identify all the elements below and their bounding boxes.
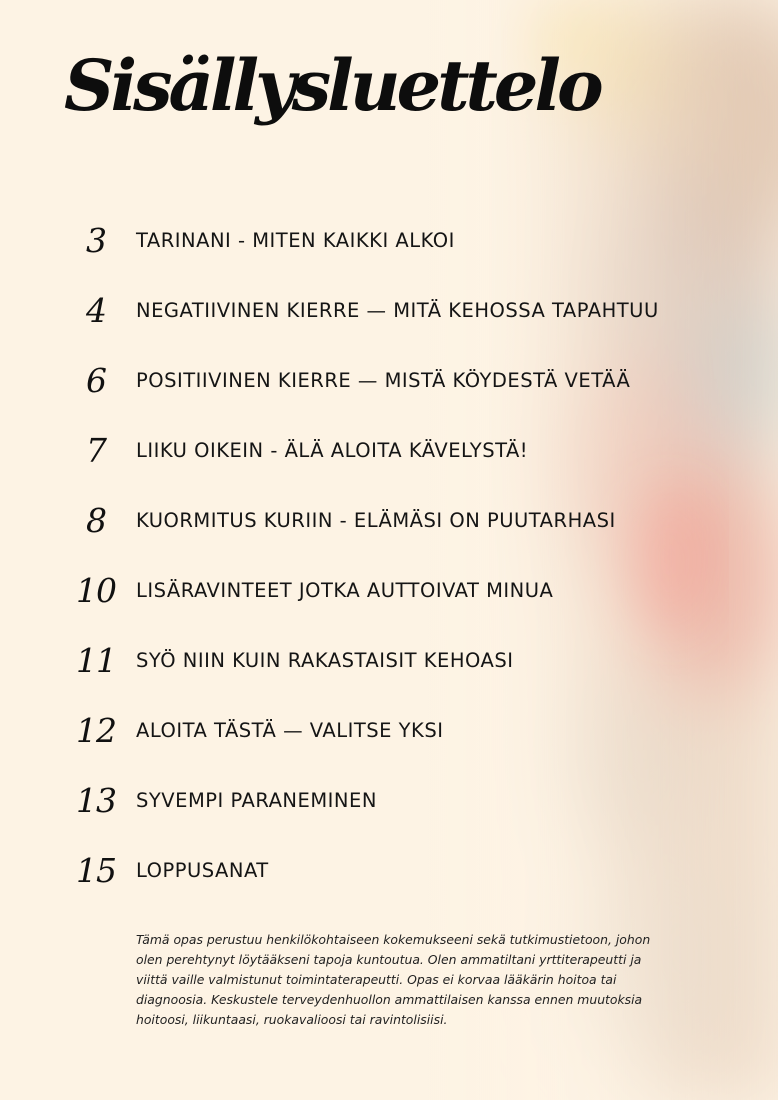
toc-entry[interactable] xyxy=(60,625,760,695)
toc-page-number: 12 xyxy=(76,710,116,750)
toc-entry-title: POSITIIVINEN KIERRE — MISTÄ KÖYDESTÄ VETÄÄ xyxy=(136,368,631,392)
toc-page-number: 10 xyxy=(76,570,116,610)
toc-page-number: 11 xyxy=(76,640,116,680)
toc-entry-title: SYÖ NIIN KUIN RAKASTAISIT KEHOASI xyxy=(136,648,514,672)
toc-entry[interactable] xyxy=(60,275,760,345)
toc-entry[interactable] xyxy=(60,695,760,765)
toc-page-number: 13 xyxy=(76,780,116,820)
toc-entry-title: KUORMITUS KURIIN - ELÄMÄSI ON PUUTARHASI xyxy=(136,508,616,532)
page-title: Sisällysluettelo xyxy=(64,44,600,127)
toc-entry-title: SYVEMPI PARANEMINEN xyxy=(136,788,377,812)
toc-entry[interactable] xyxy=(60,205,760,275)
toc-page-number: 7 xyxy=(86,430,106,470)
toc-entry[interactable] xyxy=(60,345,760,415)
toc-entry-title: LISÄRAVINTEET JOTKA AUTTOIVAT MINUA xyxy=(136,578,554,602)
toc-page-number: 3 xyxy=(86,220,106,260)
toc-page-number: 15 xyxy=(76,850,116,890)
toc-page-number: 6 xyxy=(86,360,106,400)
toc-page-number: 4 xyxy=(86,290,106,330)
toc-entry-title: LIIKU OIKEIN - ÄLÄ ALOITA KÄVELYSTÄ! xyxy=(136,438,529,462)
toc-page-number: 8 xyxy=(86,500,106,540)
toc-entry-title: TARINANI - MITEN KAIKKI ALKOI xyxy=(136,228,455,252)
table-of-contents xyxy=(60,205,760,905)
toc-entry[interactable] xyxy=(60,555,760,625)
toc-entry[interactable] xyxy=(60,765,760,835)
toc-entry[interactable] xyxy=(60,415,760,485)
toc-entry-title: LOPPUSANAT xyxy=(136,858,269,882)
toc-entry[interactable] xyxy=(60,835,760,905)
toc-entry-title: ALOITA TÄSTÄ — VALITSE YKSI xyxy=(136,718,444,742)
toc-entry-title: NEGATIIVINEN KIERRE — MITÄ KEHOSSA TAPAHTUU xyxy=(136,298,659,322)
toc-entry[interactable] xyxy=(60,485,760,555)
disclaimer-text: Tämä opas perustuu henkilökohtaiseen kokemukseeni sekä tutkimustietoon, johon olen perehtynyt löytääkseni tapoja kuntoutua. Olen ammatiltani yrttiterapeutti ja viittä vaille valmistunut toimintaterapeutti. Opas ei korvaa lääkärin hoitoa tai diagnoosia. Keskustele terveydenhuollon ammattilaisen kanssa ennen muutoksia hoitoosi, liikuntaasi, ruokavalioosi tai ravintolisiisi. xyxy=(136,932,651,1027)
